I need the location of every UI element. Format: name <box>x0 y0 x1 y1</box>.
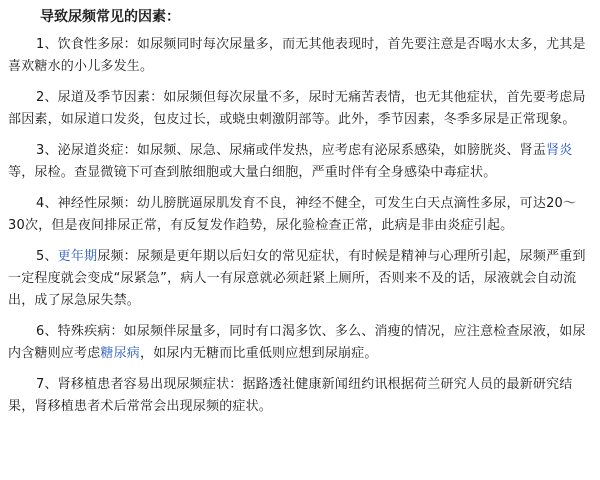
paragraph-text: ，如尿内无糖而比重低则应想到尿崩症。 <box>140 346 378 361</box>
paragraph-2 <box>8 87 592 131</box>
article-body <box>8 34 592 418</box>
paragraph-text: 3、泌尿道炎症：如尿频、尿急、尿痛或伴发热，应考虑有泌尿系感染，如膀胱炎、肾盂 <box>36 143 547 158</box>
paragraph-text: 6、特殊疾病：如尿频伴尿量多，同时有口渴多饮、多么、消瘦的情况，应注意检查尿液，如尿内含糖则应考虑 <box>8 324 586 361</box>
paragraph-text: 尿频：尿频是更年期以后妇女的常见症状，有时候是精神与心理所引起，尿频严重到一定程度就会变成“尿紧急”，病人一有尿意就必须赶紧上厕所，否则来不及的话，尿液就会自动流出，成了尿急尿失禁。 <box>8 249 586 308</box>
paragraph-3 <box>8 140 592 184</box>
paragraph-1 <box>8 34 592 78</box>
paragraph-4 <box>8 193 592 237</box>
paragraph-7 <box>8 374 592 418</box>
inline-link[interactable]: 更年期 <box>57 249 98 264</box>
paragraph-text: 7、肾移植患者容易出现尿频症状：据路透社健康新闻纽约讯根据荷兰研究人员的最新研究结果，肾移植患者术后常常会出现尿频的症状。 <box>8 377 573 414</box>
paragraph-6 <box>8 321 592 365</box>
inline-link[interactable]: 肾炎 <box>546 143 573 158</box>
paragraph-text: 2、尿道及季节因素：如尿频但每次尿量不多，尿时无痛苦表情，也无其他症状，首先要考虑局部因素，如尿道口发炎，包皮过长，或蛲虫刺激阴部等。此外，季节因素，冬季多尿是正常现象。 <box>8 90 586 127</box>
article-title: 导致尿频常见的因素： <box>40 9 180 25</box>
paragraph-text: 4、神经性尿频：幼儿膀胱逼尿肌发育不良，神经不健全，可发生白天点滴性多尿，可达20～30次，但是夜间排尿正常，有反复发作趋势，尿化验检查正常，此病是非由炎症引起。 <box>8 196 577 233</box>
paragraph-text: 等，尿检。查显微镜下可查到脓细胞或大量白细胞，严重时伴有全身感染中毒症状。 <box>8 165 497 180</box>
paragraph-text: 1、饮食性多尿：如尿频同时每次尿量多，而无其他表现时，首先要注意是否喝水太多，尤其是喜欢糖水的小儿多发生。 <box>8 37 586 74</box>
paragraph-text: 5、 <box>36 249 58 264</box>
paragraph-5 <box>8 246 592 312</box>
inline-link[interactable]: 糖尿病 <box>100 346 141 361</box>
